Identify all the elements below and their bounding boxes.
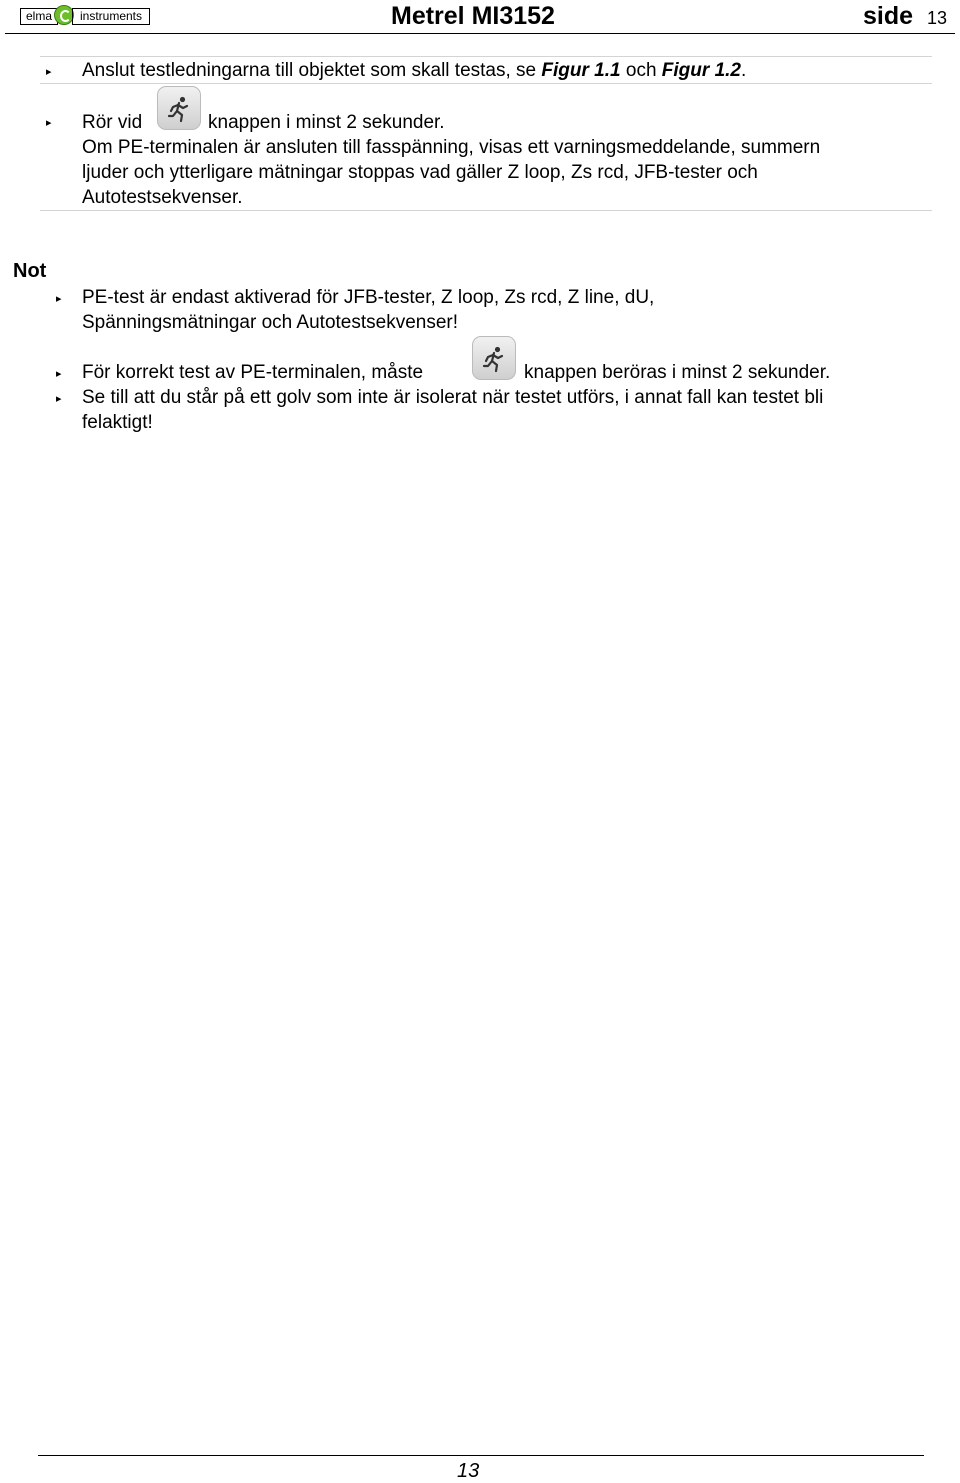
instruction-touch-duration: knappen i minst 2 sekunder. — [208, 112, 445, 133]
logo-instruments-text: instruments — [72, 8, 150, 25]
footer-divider — [38, 1455, 924, 1456]
running-person-icon — [157, 86, 201, 130]
bullet-icon: ▸ — [56, 293, 62, 305]
bullet-icon: ▸ — [46, 66, 52, 78]
instruction-touch-label: Rör vid — [82, 112, 143, 133]
bullet-icon: ▸ — [56, 368, 62, 380]
footer-page-number: 13 — [457, 1460, 480, 1482]
document-title: Metrel MI3152 — [391, 2, 555, 30]
elma-instruments-logo — [20, 5, 148, 25]
warning-text-line: Autotestsekvenser. — [82, 187, 243, 208]
page-side-label: side — [863, 2, 914, 30]
page-side-number: 13 — [927, 8, 948, 28]
running-person-icon — [472, 336, 516, 380]
instruction-text: . — [740, 60, 747, 81]
instruction-connect-leads — [82, 59, 746, 83]
bullet-icon: ▸ — [46, 117, 52, 129]
note-text-line: felaktigt! — [82, 412, 153, 433]
note-text-line: Spänningsmätningar och Autotestsekvenser! — [82, 312, 459, 333]
note-touch-duration: knappen beröras i minst 2 sekunder. — [524, 362, 831, 383]
instruction-text: och — [620, 60, 662, 81]
bullet-icon: ▸ — [56, 393, 62, 405]
section-divider-bottom — [40, 210, 932, 211]
header-divider — [5, 33, 955, 34]
instruction-text: Anslut testledningarna till objektet som skall testas, se — [82, 60, 542, 81]
figure-reference: Figur 1.1 — [541, 60, 621, 81]
note-text-line: Se till att du står på ett golv som inte är isolerat när testet utförs, i annat fall kan testet bli — [82, 387, 824, 408]
warning-text-line: ljuder och ytterligare mätningar stoppas vad gäller Z loop, Zs rcd, JFB-tester och — [82, 162, 758, 183]
warning-text-line: Om PE-terminalen är ansluten till fasspänning, visas ett varningsmeddelande, summern — [82, 137, 821, 158]
logo-circle-icon — [54, 5, 74, 25]
note-text-line: PE-test är endast aktiverad för JFB-tester, Z loop, Zs rcd, Z line, dU, — [82, 287, 655, 308]
note-touch-label: För korrekt test av PE-terminalen, måste — [82, 362, 424, 383]
logo-elma-text: elma — [20, 8, 58, 25]
figure-reference: Figur 1.2 — [661, 60, 741, 81]
section-divider-top — [40, 56, 932, 57]
section-divider — [40, 83, 932, 84]
note-heading: Not — [13, 260, 47, 282]
